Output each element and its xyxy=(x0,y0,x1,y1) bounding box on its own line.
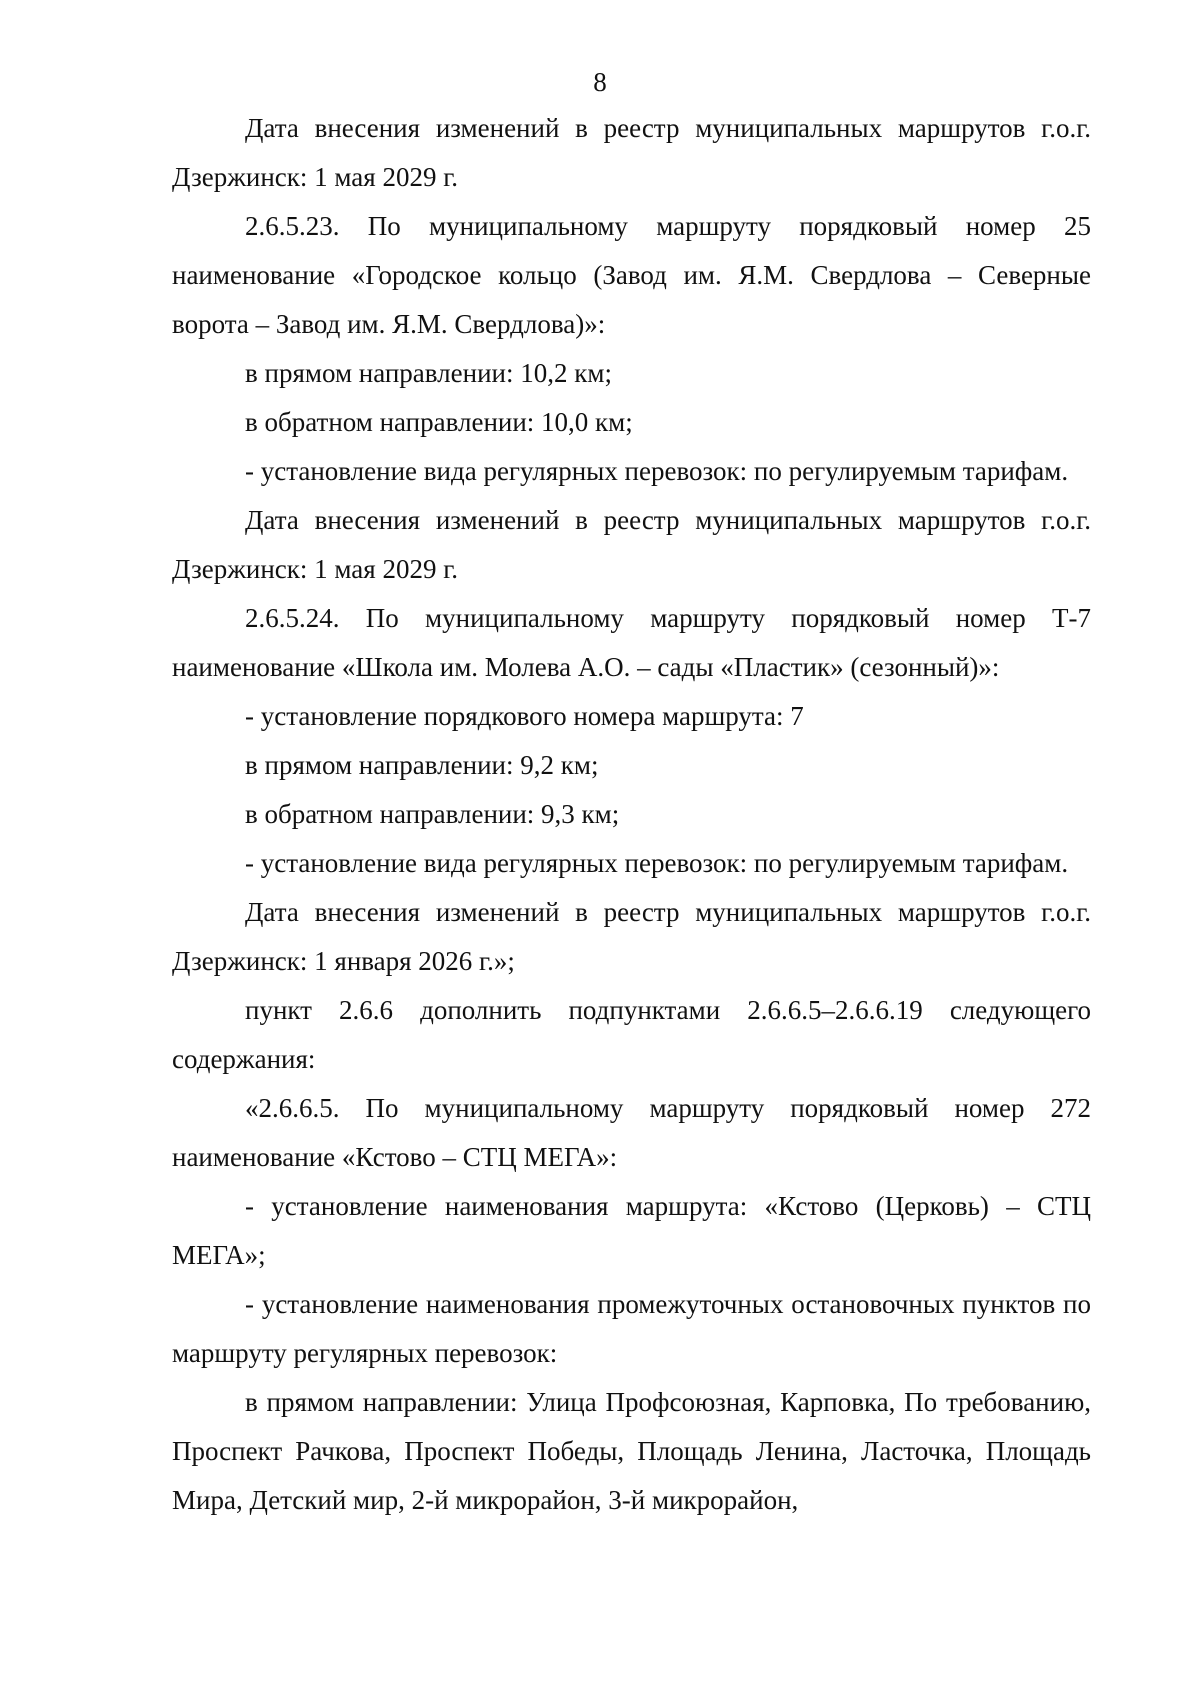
paragraph-item-2-6-6: пункт 2.6.6 дополнить подпунктами 2.6.6.5–2.6.6.19 следующего содержания: xyxy=(172,995,1091,1074)
paragraph-tariff-type-1: - установление вида регулярных перевозок: по регулируемым тарифам. xyxy=(245,456,1069,486)
paragraph-route-t7: 2.6.5.24. По муниципальному маршруту порядковый номер Т-7 наименование «Школа им. Молева А.О. – сады «Пластик» (сезонный)»: xyxy=(172,603,1091,682)
paragraph-reverse-distance-2: в обратном направлении: 9,3 км; xyxy=(245,799,620,829)
paragraph-route-25: 2.6.5.23. По муниципальному маршруту порядковый номер 25 наименование «Городское кольцо (Завод им. Я.М. Свердлова – Северные ворота – Завод им. Я.М. Свердлова)»: xyxy=(172,211,1091,339)
paragraph-route-name-set: - установление наименования маршрута: «Кстово (Церковь) – СТЦ МЕГА»; xyxy=(172,1191,1091,1270)
paragraph-reverse-distance-1: в обратном направлении: 10,0 км; xyxy=(245,407,633,437)
paragraph-registry-date-2: Дата внесения изменений в реестр муниципальных маршрутов г.о.г. Дзержинск: 1 мая 2029 г. xyxy=(172,505,1091,584)
paragraph-forward-distance-1: в прямом направлении: 10,2 км; xyxy=(245,358,612,388)
paragraph-forward-distance-2: в прямом направлении: 9,2 км; xyxy=(245,750,599,780)
paragraph-route-number-set: - установление порядкового номера маршрута: 7 xyxy=(245,701,804,731)
page-number: 8 xyxy=(593,67,607,97)
paragraph-route-272: «2.6.6.5. По муниципальному маршруту порядковый номер 272 наименование «Кстово – СТЦ МЕГА»: xyxy=(172,1093,1091,1172)
paragraph-stops-name-set: - установление наименования промежуточных остановочных пунктов по маршруту регулярных перевозок: xyxy=(172,1289,1091,1368)
paragraph-registry-date-3: Дата внесения изменений в реестр муниципальных маршрутов г.о.г. Дзержинск: 1 января 2026 г.»; xyxy=(172,897,1091,976)
paragraph-tariff-type-2: - установление вида регулярных перевозок: по регулируемым тарифам. xyxy=(245,848,1069,878)
paragraph-forward-stops: в прямом направлении: Улица Профсоюзная, Карповка, По требованию, Проспект Рачкова, Проспект Победы, Площадь Ленина, Ласточка, Площадь Мира, Детский мир, 2-й микрорайон, 3-й микрорайон, xyxy=(172,1387,1091,1515)
paragraph-registry-date-1: Дата внесения изменений в реестр муниципальных маршрутов г.о.г. Дзержинск: 1 мая 2029 г. xyxy=(172,113,1091,192)
document-body xyxy=(172,104,1091,1525)
